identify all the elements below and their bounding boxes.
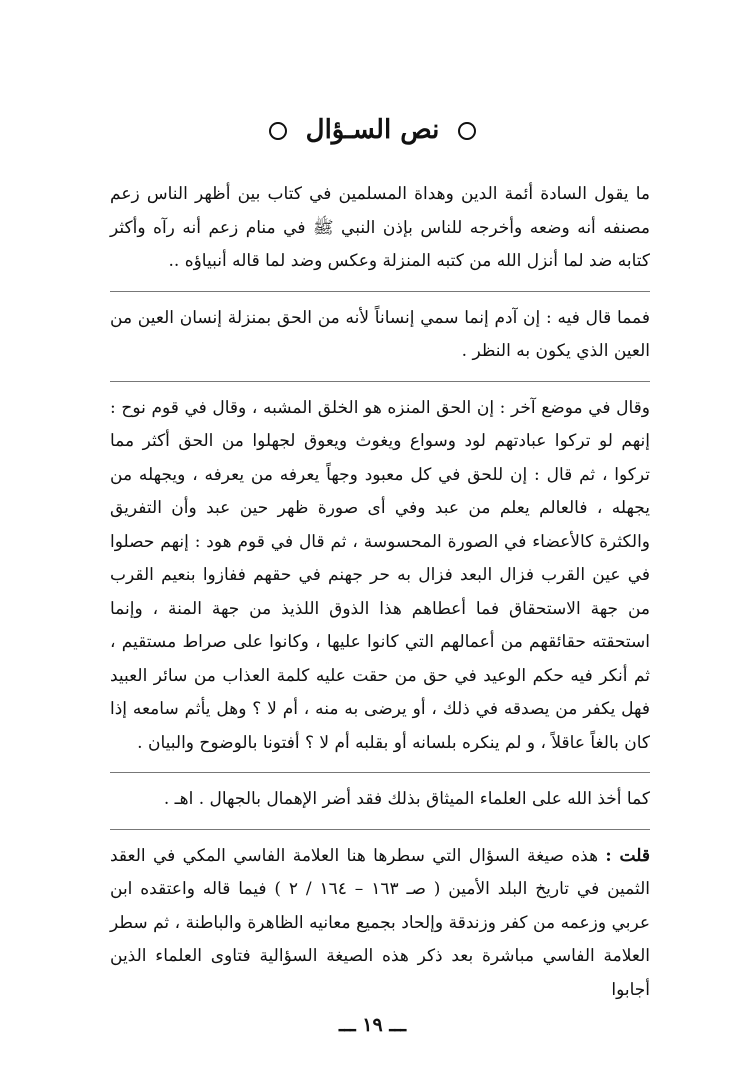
paragraph-text: هذه صيغة السؤال التي سطرها هنا العلامة الفاسي المكي في العقد الثمين في تاريخ البلد الأمين ( صـ ١٦٣ – ١٦٤ / ٢ ) فيما قاله واعتقده ابن عربي وزعمه من كفر وزندقة وإلحاد بجميع معانيه الظاهرة والباطنة ، ثم سطر العلامة الفاسي مباشرة بعد ذكر هذه الصيغة السؤالية فتاوى العلماء الذين أجابوا bbox=[110, 845, 650, 1000]
paragraph-text: فمما قال فيه : إن آدم إنما سمي إنساناً لأنه من الحق بمنزلة إنسان العين من العين الذي يكون به النظر . bbox=[110, 307, 650, 361]
circle-ornament-icon bbox=[269, 122, 287, 140]
divider bbox=[110, 829, 650, 830]
paragraph-text: ما يقول السادة أئمة الدين وهداة المسلمين في كتاب بين أظهر الناس زعم مصنفه أنه وضعه وأخرجه للناس بإذن النبي ﷺ في منام زعم أنه رآه وأكثر كتابه ضد لما أنزل الله من كتبه المنزلة وعكس وضد لما قاله أنبياؤه .. bbox=[110, 184, 650, 271]
body-text bbox=[110, 178, 650, 1019]
paragraph bbox=[110, 783, 650, 817]
paragraph-text: كما أخذ الله على العلماء الميثاق بذلك فقد أضر الإهمال بالجهال . اهـ . bbox=[163, 789, 650, 809]
paragraph bbox=[110, 302, 650, 369]
divider bbox=[110, 381, 650, 382]
paragraph bbox=[110, 178, 650, 279]
paragraph bbox=[110, 840, 650, 1008]
paragraph bbox=[110, 392, 650, 761]
paragraph-text: وقال في موضع آخر : إن الحق المنزه هو الخلق المشبه ، وقال في قوم نوح : إنهم لو تركوا عبادتهم لود وسواع ويغوث ويعوق لجهلوا من الحق أكثر مما تركوا ، ثم قال : إن للحق في كل معبود وجهاً يعرفه من يعرفه ، ويجهله من يجهله ، فالعالم يعلم من عبد وفي أى صورة ظهر حين عبد وأن التفريق والكثرة كالأعضاء في الصورة المحسوسة ، ثم قال في قوم هود : إنهم حصلوا في عين القرب فزال البعد فزال به حر جهنم في حقهم ففازوا بنعيم القرب من جهة الاستحقاق فما أعطاهم هذا الذوق اللذيذ من جهة المنة ، وإنما استحقته حقائقهم من أعمالهم التي كانوا عليها ، وكانوا على صراط مستقيم ، ثم أنكر فيه حكم الوعيد في حق من حقت عليه كلمة العذاب من سائر العبيد فهل يكفر من يصدقه في ذلك ، أو يرضى به منه ، أم لا ؟ وهل يأثم سامعه إذا كان بالغاً عاقلاً ، و لم ينكره بلسانه أو بقلبه أم لا ؟ أفتونا بالوضوح والبيان . bbox=[110, 397, 650, 753]
divider bbox=[110, 291, 650, 292]
section-title-text: نص السـؤال bbox=[305, 115, 440, 145]
divider bbox=[110, 772, 650, 773]
circle-ornament-icon bbox=[458, 122, 476, 140]
section-title bbox=[0, 112, 745, 148]
page-number: ـــ ١٩ ـــ bbox=[338, 1014, 407, 1036]
paragraph-lead: قلت : bbox=[605, 845, 650, 866]
